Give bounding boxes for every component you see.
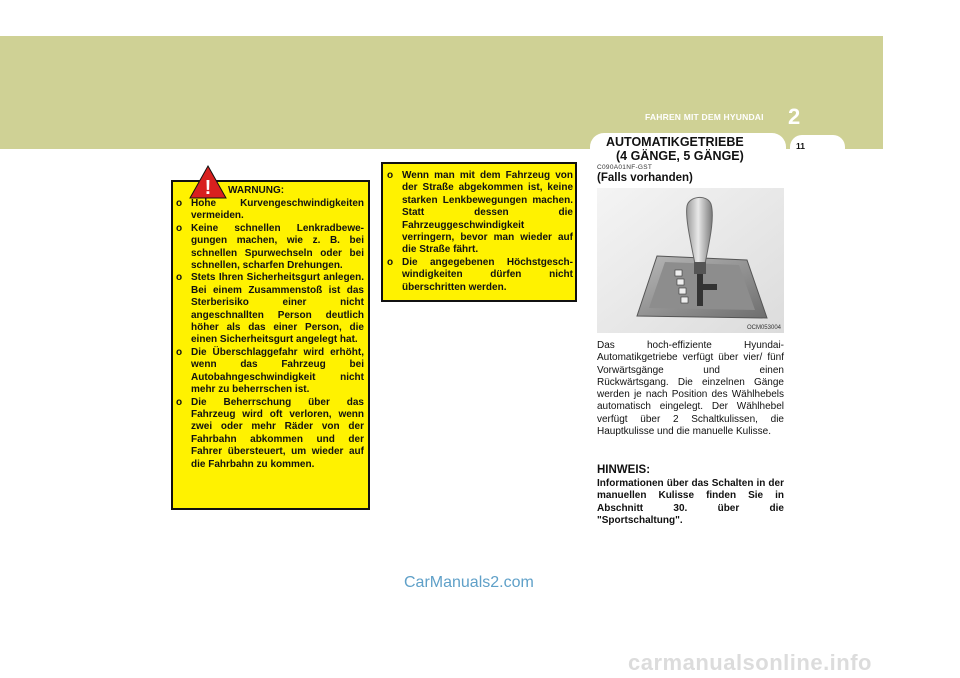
bullet: o xyxy=(176,396,183,408)
list-item xyxy=(176,397,364,471)
chapter-title: FAHREN MIT DEM HYUNDAI xyxy=(645,112,764,122)
note-text: Informationen über das Schalten in der manuellen Kulisse finden Sie in Abschnitt 30. über die "Sportschaltung". xyxy=(597,478,784,526)
gear-lever-photo xyxy=(597,188,784,333)
list-item-text: Keine schnellen Lenkradbewe-gungen machen, wie z. B. bei schnellen Spurwechseln oder bei schnellen, scharfen Drehungen. xyxy=(191,222,364,272)
list-item xyxy=(387,257,573,294)
list-item xyxy=(176,198,364,223)
bullet: o xyxy=(176,272,183,284)
section-subtitle: (Falls vorhanden) xyxy=(597,172,693,184)
list-item-text: Stets Ihren Sicherheitsgurt anlegen. Bei einem Zusammenstoß ist das Sterberisiko einer nicht angeschnallten Person deutlich höher als das einer Person, die einen Sicherheitsgurt angelegt hat. xyxy=(191,272,364,346)
list-item-text: Wenn man mit dem Fahrzeug von der Straße abgekommen ist, keine starken Lenkbewegungen machen. Statt dessen die Fahrzeuggeschwindigkeit verringern, bevor man wieder auf die Straße fährt. xyxy=(402,170,573,256)
section-title-line1: AUTOMATIKGETRIEBE xyxy=(606,135,744,149)
list-item xyxy=(176,272,364,346)
chapter-number: 2 xyxy=(788,104,801,129)
photo-code: OCM053004 xyxy=(746,325,781,331)
gear-shifter-icon xyxy=(597,188,784,333)
info-list xyxy=(387,170,573,294)
list-item-text: Die angegebenen Höchstgesch-windigkeiten dürfen nicht überschritten werden. xyxy=(402,256,573,293)
warning-list xyxy=(176,198,364,471)
note-title: HINWEIS: xyxy=(597,464,651,476)
warning-title: WARNUNG: xyxy=(228,185,285,196)
watermark-text: carmanualsonline.info xyxy=(628,650,872,675)
list-item xyxy=(176,223,364,273)
page-number-tab xyxy=(790,135,845,159)
watermark-link[interactable]: CarManuals2.com xyxy=(404,574,534,591)
section-title xyxy=(606,135,744,163)
bullet: o xyxy=(176,198,183,209)
list-item-text: Die Beherrschung über das Fahrzeug wird oft verloren, wenn zwei oder mehr Räder von der Fahrbahn abkommen und der Fahrer übersteuert, um wieder auf die Fahrbahn zu kommen. xyxy=(191,396,364,470)
list-item xyxy=(387,170,573,257)
bullet: o xyxy=(176,222,183,234)
list-item xyxy=(176,347,364,397)
bullet: o xyxy=(176,346,183,358)
bullet: o xyxy=(387,256,394,268)
list-item-text: Hohe Kurvengeschwindigkeiten vermeiden. xyxy=(191,198,364,222)
section-code: C090A01NF-GST xyxy=(597,164,653,171)
list-item-text: Die Überschlaggefahr wird erhöht, wenn das Fahrzeug bei Autobahngeschwindigkeit nicht mehr zu beherrschen ist. xyxy=(191,346,364,396)
warning-symbol: ! xyxy=(204,177,212,199)
warning-triangle-icon xyxy=(188,164,228,200)
page-number: 11 xyxy=(796,141,805,151)
section-title-line2: (4 GÄNGE, 5 GÄNGE) xyxy=(616,149,744,163)
body-text: Das hoch-effiziente Hyundai-Automatikgetriebe verfügt über vier/ fünf Vorwärtsgänge und einen Rückwärtsgang. Die einzelnen Gänge werden je nach Position des Wählhebels automatisch eingelegt. Der Wählhebel verfügt über 2 Schaltkulissen, die Hauptkulisse und die manuelle Kulisse. xyxy=(597,340,784,438)
bullet: o xyxy=(387,170,394,181)
